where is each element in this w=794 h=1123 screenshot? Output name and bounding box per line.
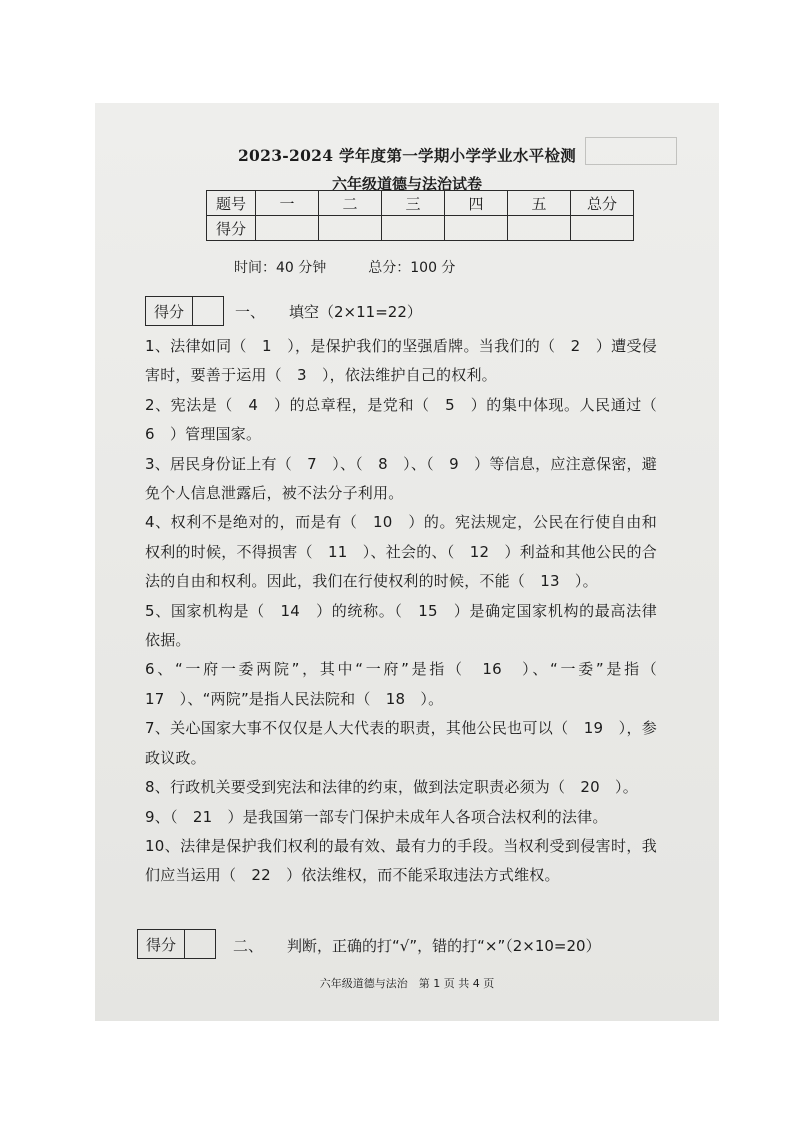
- score-table-col-1: 一: [256, 191, 319, 216]
- question-item: 4、权利不是绝对的，而是有（ 10 ）的。宪法规定，公民在行使自由和权利的时候，不得损害（ 11 ）、社会的、（ 12 ）利益和其他公民的合法的自由和权利。因此，我们在行使权利的时候，不能（ 13 ）。: [145, 513, 657, 591]
- section1-score-label: 得分: [146, 297, 193, 325]
- question-item: 9、（ 21 ）是我国第一部专门保护未成年人各项合法权利的法律。: [145, 807, 608, 826]
- score-table-col-3: 三: [382, 191, 445, 216]
- section2-score-field[interactable]: [185, 930, 215, 958]
- question-item: 2、宪法是（ 4 ）的总章程，是党和（ 5 ）的集中体现。人民通过（ 6 ）管理国家。: [145, 395, 673, 444]
- question-item: 5、国家机构是（ 14 ）的统称。（ 15 ）是确定国家机构的最高法律依据。: [145, 601, 657, 650]
- score-cell[interactable]: [508, 216, 571, 241]
- score-table-score-row: [207, 216, 634, 241]
- score-table-col-total: 总分: [571, 191, 634, 216]
- score-table-col-5: 五: [508, 191, 571, 216]
- question-item: 6、“一府一委两院”，其中“一府”是指（ 16 ）、“一委”是指（ 17 ）、“两院”是指人民法院和（ 18 ）。: [145, 660, 673, 708]
- question-item: 7、关心国家大事不仅仅是人大代表的职责，其他公民也可以（ 19 ），参政议政。: [145, 719, 657, 767]
- score-cell[interactable]: [445, 216, 508, 241]
- score-table: [206, 190, 634, 241]
- section2-title: 判断，正确的打“√”，错的打“×”（2×10=20）: [287, 937, 601, 955]
- exam-title: 2023-2024 学年度第一学期小学学业水平检测: [237, 146, 577, 165]
- section1-score-box: [145, 296, 224, 326]
- section2-score-box: [137, 929, 216, 959]
- section1-score-field[interactable]: [193, 297, 223, 325]
- exam-info: [234, 257, 455, 277]
- score-cell[interactable]: [319, 216, 382, 241]
- section2-number: 二、: [233, 937, 264, 955]
- score-cell[interactable]: [382, 216, 445, 241]
- score-table-header-row: [207, 191, 634, 216]
- section1-heading: [235, 301, 422, 322]
- score-cell[interactable]: [256, 216, 319, 241]
- section2-heading: [233, 935, 601, 956]
- section1-number: 一、: [235, 303, 266, 321]
- section1-title: 填空（2×11=22）: [289, 303, 422, 321]
- exam-subtitle: 六年级道德与法治试卷: [331, 175, 482, 193]
- exam-sheet: [95, 103, 719, 1021]
- question-item: 10、法律是保护我们权利的最有效、最有力的手段。当权利受到侵害时，我们应当运用（ 22 ）依法维权，而不能采取违法方式维权。: [145, 836, 657, 885]
- score-cell[interactable]: [571, 216, 634, 241]
- question-list: [145, 332, 673, 891]
- question-item: 1、法律如同（ 1 ），是保护我们的坚强盾牌。当我们的（ 2 ）遭受侵害时，要善于运用（ 3 ），依法维护自己的权利。: [145, 337, 657, 385]
- exam-total: 总分：100 分: [368, 260, 456, 276]
- question-item: 3、居民身份证上有（ 7 ）、（ 8 ）、（ 9 ）等信息，应注意保密，避免个人信息泄露后，被不法分子利用。: [145, 454, 657, 503]
- exam-time: 时间：40 分钟: [234, 260, 327, 276]
- score-table-col-2: 二: [319, 191, 382, 216]
- question-item: 8、行政机关要受到宪法和法律的约束，做到法定职责必须为（ 20 ）。: [145, 778, 638, 797]
- score-table-col-4: 四: [445, 191, 508, 216]
- page-footer: 六年级道德与法治 第 1 页 共 4 页: [319, 977, 495, 990]
- section2-score-label: 得分: [138, 930, 185, 958]
- score-table-row-label: 得分: [207, 216, 256, 241]
- score-table-row-label: 题号: [207, 191, 256, 216]
